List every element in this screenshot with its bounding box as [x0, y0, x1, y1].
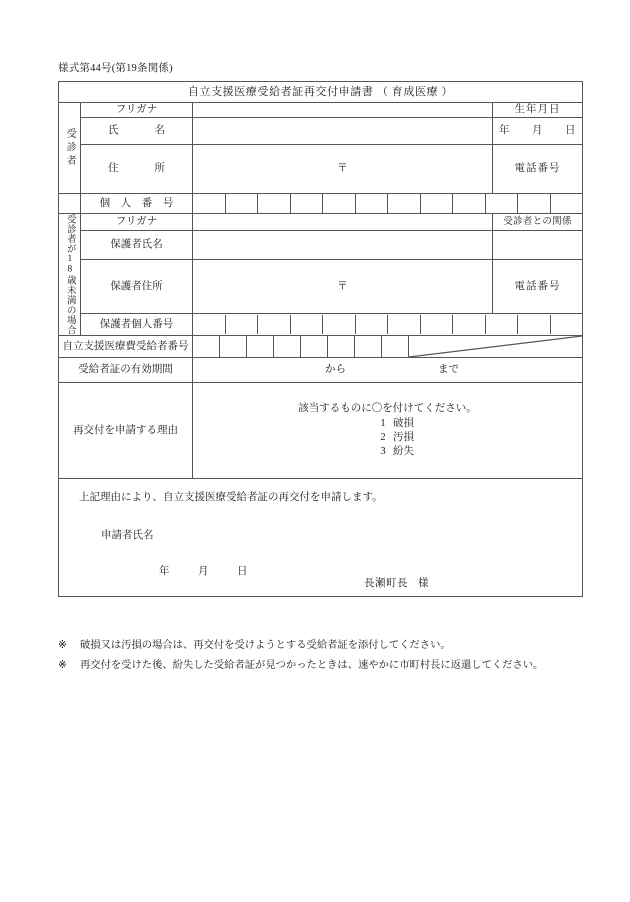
addressee-name: 長瀬町長 — [364, 578, 408, 590]
patient-address-input[interactable] — [193, 145, 493, 194]
application-form-table — [58, 81, 583, 597]
reason-option-2-number: 2 — [380, 431, 386, 443]
declaration-date-field[interactable] — [159, 565, 248, 579]
mynumber-cell-grid — [193, 194, 582, 213]
patient-name-label: 氏 名 — [81, 118, 193, 145]
declaration-block — [59, 479, 583, 597]
reason-row — [59, 383, 583, 479]
guardian-side-label: 受診者が18歳未満の場合 — [59, 214, 81, 336]
declaration-month-label: 月 — [198, 566, 209, 578]
patient-address-row — [59, 145, 583, 194]
birth-year-label: 年 — [499, 125, 510, 137]
postal-mark-icon: 〒 — [337, 163, 348, 175]
form-title: 自立支援医療受給者証再交付申請書 （ 育成医療 ） — [59, 82, 583, 103]
birth-date-input[interactable] — [493, 118, 583, 145]
recipient-number-cell-grid — [193, 336, 582, 357]
reason-option-3-text: 紛失 — [393, 445, 414, 457]
patient-furigana-input[interactable] — [193, 103, 493, 118]
reason-option-1-text: 破損 — [393, 417, 414, 429]
reason-option-3-number: 3 — [380, 445, 386, 457]
guardian-furigana-label: フリガナ — [81, 214, 193, 231]
patient-phone-header: 電話番号 — [493, 145, 583, 194]
guardian-mynumber-cell-grid — [193, 315, 582, 334]
validity-to-label: まで — [438, 364, 459, 376]
patient-mynumber-boxes[interactable] — [193, 194, 583, 214]
recipient-number-row — [59, 336, 583, 358]
recipient-number-label: 自立支援医療費受給者番号 — [59, 336, 193, 358]
footnote-2 — [58, 656, 588, 676]
guardian-furigana-input[interactable] — [193, 214, 493, 231]
patient-mynumber-label: 個 人 番 号 — [81, 194, 193, 214]
reason-option-2-text: 汚損 — [393, 431, 414, 443]
spacer-cell — [59, 194, 81, 214]
footnote-1 — [58, 636, 588, 656]
reason-option-1-number: 1 — [380, 417, 386, 429]
birth-month-label: 月 — [532, 125, 543, 137]
reason-option-3[interactable] — [193, 445, 582, 459]
guardian-phone-header: 電話番号 — [493, 260, 583, 314]
validity-from-label: から — [325, 364, 346, 376]
validity-period-row — [59, 358, 583, 383]
strikethrough-diagonal — [409, 336, 582, 357]
patient-furigana-row — [59, 103, 583, 118]
reason-option-1[interactable] — [193, 417, 582, 431]
patient-mynumber-row — [59, 194, 583, 214]
guardian-address-row — [59, 260, 583, 314]
reason-options[interactable] — [193, 383, 583, 479]
declaration-year-label: 年 — [159, 566, 170, 578]
reason-label: 再交付を申請する理由 — [59, 383, 193, 479]
footnote-2-text: 再交付を受けた後、紛失した受給者証が見つかったときは、速やかに市町村長に返還してください。 — [80, 659, 544, 671]
guardian-name-row — [59, 230, 583, 260]
validity-period-label: 受給者証の有効期間 — [59, 358, 193, 383]
birth-date-header: 生年月日 — [493, 103, 583, 118]
postal-mark-icon: 〒 — [337, 280, 348, 292]
reason-option-2[interactable] — [193, 431, 582, 445]
form-number: 様式第44号(第19条関係) — [58, 63, 173, 74]
guardian-mynumber-boxes[interactable] — [193, 314, 583, 336]
guardian-name-label: 保護者氏名 — [81, 230, 193, 260]
patient-name-row — [59, 118, 583, 145]
guardian-relation-input[interactable] — [493, 230, 583, 260]
footnote-1-text: 破損又は汚損の場合は、再交付を受けようとする受給者証を添付してください。 — [80, 640, 451, 651]
patient-name-input[interactable] — [193, 118, 493, 145]
applicant-name-label[interactable]: 申請者氏名 — [101, 530, 154, 542]
addressee-line — [364, 577, 429, 591]
footnotes — [58, 636, 588, 675]
note-mark-icon: ※ — [58, 640, 67, 651]
guardian-name-input[interactable] — [193, 230, 493, 260]
guardian-relation-header: 受診者との関係 — [493, 214, 583, 231]
patient-furigana-label: フリガナ — [81, 103, 193, 118]
addressee-honorific: 様 — [418, 578, 429, 590]
declaration-day-label: 日 — [237, 566, 248, 578]
recipient-number-boxes[interactable] — [193, 336, 583, 358]
note-mark-icon: ※ — [58, 659, 67, 671]
guardian-mynumber-label: 保護者個人番号 — [81, 314, 193, 336]
birth-day-label: 日 — [565, 125, 576, 137]
guardian-mynumber-row — [59, 314, 583, 336]
patient-side-label: 受診者 — [59, 103, 81, 194]
guardian-furigana-row — [59, 214, 583, 231]
patient-address-label: 住 所 — [81, 145, 193, 194]
guardian-address-input[interactable] — [193, 260, 493, 314]
declaration-statement: 上記理由により、自立支援医療受給者証の再交付を申請します。 — [79, 492, 383, 504]
reason-instruction: 該当するものに〇を付けてください。 — [298, 403, 477, 415]
declaration-row — [59, 479, 583, 597]
validity-period-input[interactable] — [193, 358, 583, 383]
guardian-address-label: 保護者住所 — [81, 260, 193, 314]
title-row — [59, 82, 583, 103]
